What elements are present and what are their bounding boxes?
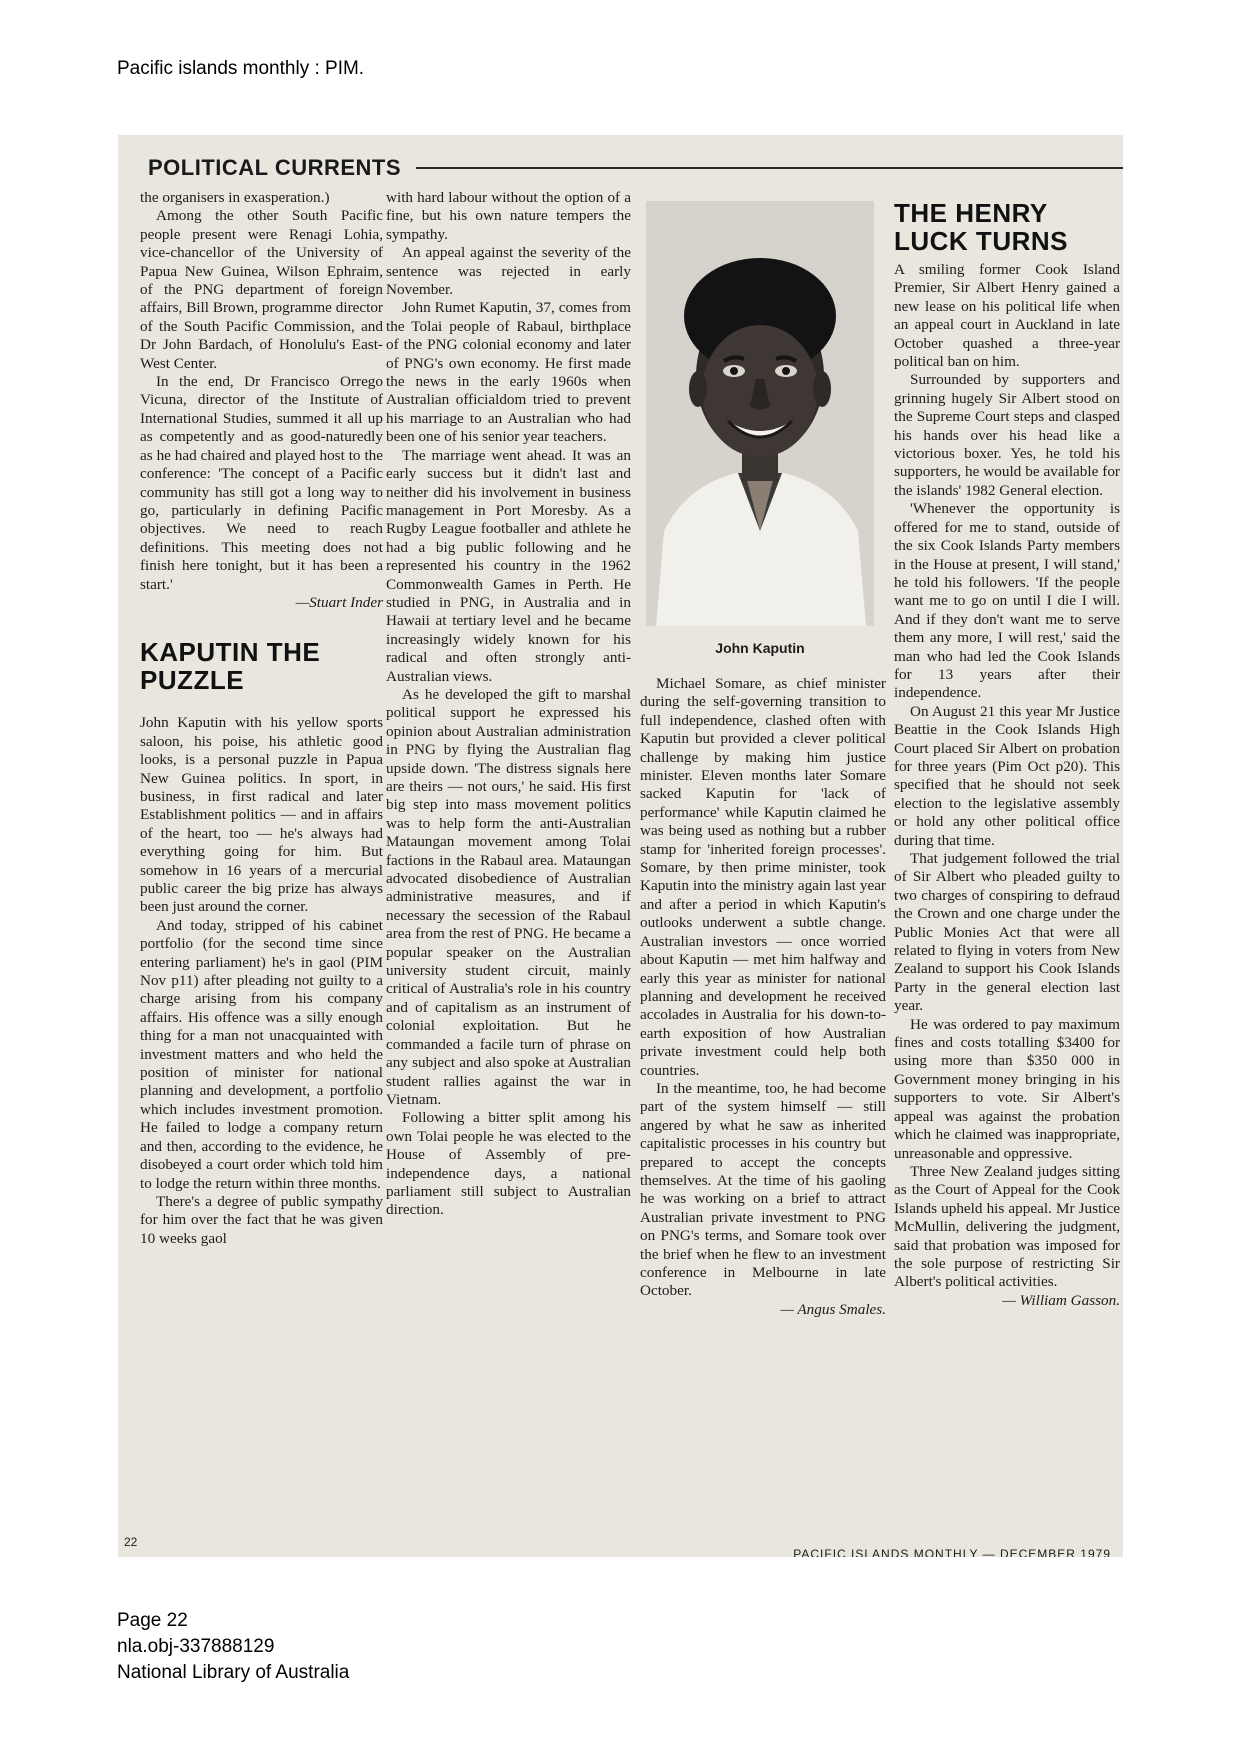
object-id: nla.obj-337888129 — [117, 1636, 275, 1657]
byline: — William Gasson. — [1002, 1291, 1120, 1309]
paragraph: An appeal against the severity of the sentence was rejected in early November. — [386, 244, 631, 299]
document-title: Pacific islands monthly : PIM. — [117, 58, 365, 79]
article-headline: KAPUTIN THE PUZZLE — [140, 637, 321, 696]
paragraph: Following a bitter split among his own Tolai people he was elected to the House of Assembly of pre-independence days, a national parliament still subject to Australian direction. — [386, 1109, 631, 1219]
column-4 — [894, 199, 1120, 1310]
paragraph: On August 21 this year Mr Justice Beattie in the Cook Islands High Court placed Sir Albert on probation for three years (Pim Oct p20). This specified that he should not seek election to the legislative assembly or hold any other political office during that time. — [894, 702, 1120, 849]
paragraph: Surrounded by supporters and grinning hugely Sir Albert stood on the Supreme Court steps and clasped his hands over his head like a victorious boxer. Yes, he told his supporters, he would be available for the islands' 1982 General election. — [894, 371, 1120, 499]
paragraph: And today, stripped of his cabinet portfolio (for the second time since entering parliament) he's in gaol (PIM Nov p11) after pleading not guilty to a charge arising from his company affairs. His offence was a silly enough thing for a man not unacquainted with investment matters and who held the position of minister for national planning and development, a portfolio which includes investment promotion. He failed to lodge a company return and then, according to the evidence, he disobeyed a court order which told him to lodge the return within three months. — [140, 916, 383, 1192]
column-2 — [386, 189, 631, 1220]
section-header: POLITICAL CURRENTS — [148, 155, 402, 180]
section-rule — [416, 167, 1123, 169]
paragraph: John Rumet Kaputin, 37, comes from the Tolai people of Rabaul, birthplace of the PNG colonial economy and later of PNG's own economy. He first made the news in the early 1960s when Australian officialdom tried to prevent his marriage to an Australian who had been one of his senior year teachers. — [386, 299, 631, 446]
paragraph: the organisers in exasperation.) — [140, 189, 330, 206]
column-3 — [640, 675, 886, 1319]
paragraph: with hard labour without the option of a fine, but his own nature tempers the sympathy. — [386, 189, 631, 243]
paragraph: A smiling former Cook Island Premier, Sir Albert Henry gained a new lease on his political life when an appeal court in Auckland in late October quashed a three-year political ban on him. — [894, 261, 1120, 371]
photo-caption: John Kaputin — [715, 640, 805, 656]
paragraph: That judgement followed the trial of Sir Albert who pleaded guilty to two charges of conspiring to defraud the Crown and one charge under the Public Monies Act that were all related to flying in voters from New Zealand to support his Cook Islands Party in the general election last year. — [894, 850, 1120, 1015]
paragraph: As he developed the gift to marshal political support he expressed his opinion about Australian administration in PNG by flying the Australian flag upside down. 'The distress signals here are theirs — not ours,' he said. His first big step into mass movement politics was to help form the anti-Australian Mataungan movement among Tolai factions in the Rabaul area. Mataungan advocated disobedience of Australian administrative measures, and if necessary the secession of the Rabaul area from the rest of PNG. He became a popular speaker on the Australian university student circuit, mainly critical of Australia's role in his country and of capitalism as an instrument of colonial exploitation. But he commanded a facile turn of phrase on any subject and also spoke at Australian student rallies against the war in Vietnam. — [386, 685, 631, 1108]
paragraph: Three New Zealand judges sitting as the Court of Appeal for the Cook Islands upheld his appeal. Mr Justice McMullin, delivering the judgment, said that probation was imposed for the sole purpose of restricting Sir Albert's political activities. — [894, 1162, 1120, 1291]
scanned-page — [118, 135, 1123, 1557]
paragraph: There's a degree of public sympathy for him over the fact that he was given 10 weeks gaol — [140, 1192, 383, 1247]
paragraph: 'Whenever the opportunity is offered for me to stand, outside of the six Cook Islands Party members in the House at present, I will stand,' he told his followers. 'If the people want me to go on until I die I will. And if they don't want me to serve them any more, I will rest,' said the man who had led the Cook Islands for 13 years after their independence. — [894, 500, 1120, 702]
running-footer: PACIFIC ISLANDS MONTHLY — DECEMBER 1979 — [793, 1547, 1111, 1557]
page-number: 22 — [124, 1535, 138, 1549]
paragraph: In the meantime, too, he had become part of the system himself — still angered by what he saw as inherited capitalistic processes in his country but prepared to accept the concepts themselves. At the time of his gaoling he was working on a brief to attract Australian private investment to PNG on PNG's terms, and Somare took over the brief when he flew to an investment conference in Melbourne in late October. — [640, 1079, 886, 1300]
paragraph: The marriage went ahead. It was an early success but it didn't last and neither did his involvement in business management in Port Moresby. As a Rugby League footballer and athlete he had a big public following and he represented his country in the 1962 Commonwealth Games in Perth. He studied in PNG, in Australia and in Hawaii at tertiary level and he became increasingly widely known for his radical and often strongly anti-Australian views. — [386, 446, 631, 685]
article-headline: THE HENRY LUCK TURNS — [894, 198, 1068, 256]
paragraph: Michael Somare, as chief minister during the self-governing transition to full independence, clashed often with Kaputin but provided a clever political challenge by making him justice minister. Eleven months later Somare sacked Kaputin for 'lack of performance' while Kaputin claimed he was being used as nothing but a rubber stamp for 'inherited foreign processes'. Somare, by then prime minister, took Kaputin into the ministry again last year and after a period in which Kaputin's outlooks underwent a subtle change. Australian investors — once worried about Kaputin — met him halfway and early this year as minister for national planning and development he received accolades in Australia for his down-to-earth exposition of how Australian private investment could help both countries. — [640, 675, 886, 1079]
portrait-photo — [646, 201, 874, 626]
page-metadata — [117, 1608, 349, 1686]
portrait-illustration — [646, 201, 874, 626]
paragraph: He was ordered to pay maximum fines and costs totalling $3400 for using more than $350 000 in Government money bringing in his supporters to vote. Sir Albert's appeal was against the probation which he claimed was inappropriate, unreasonable and oppressive. — [894, 1015, 1120, 1162]
page-label: Page 22 — [117, 1610, 188, 1631]
paragraph: Among the other South Pacific people present were Renagi Lohia, vice-chancellor of the University of Papua New Guinea, Wilson Ephraim, of the PNG department of foreign affairs, Bill Brown, programme director of the South Pacific Commission, and Dr John Bardach, of Honolulu's East-West Center. — [140, 207, 383, 372]
library-name: National Library of Australia — [117, 1662, 350, 1683]
paragraph: John Kaputin with his yellow sports saloon, his poise, his athletic good looks, is a personal puzzle in Papua New Guinea politics. In sport, in business, in first radical and later Establishment politics — and in affairs of the heart, too — he's always had everything going for him. But somehow in 16 years of a mercurial public career the big prize has always been just around the corner. — [140, 714, 383, 916]
column-1 — [140, 189, 383, 1248]
byline: —Stuart Inder — [295, 593, 383, 611]
paragraph: In the end, Dr Francisco Orrego Vicuna, director of the Institute of International Studies, summed it all up as competently and as good-naturedly as he had chaired and played host to the conference: 'The concept of a Pacific community has still got a long way to go, particularly in defining Pacific objectives. We need to reach definitions. This meeting does not finish here tonight, but it has been a start.' — [140, 373, 383, 593]
byline: — Angus Smales. — [780, 1300, 886, 1318]
